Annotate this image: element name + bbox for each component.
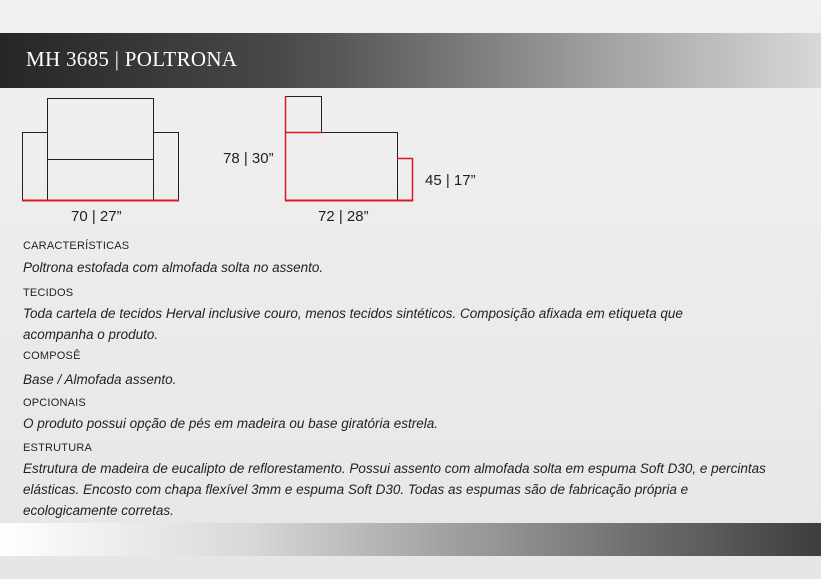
side-body bbox=[286, 133, 398, 201]
product-title: MH 3685 | POLTRONA bbox=[26, 47, 238, 71]
arm-height-label: 45 | 17” bbox=[425, 172, 476, 189]
front-right-arm bbox=[154, 133, 179, 201]
footer-bar bbox=[0, 523, 821, 556]
opcionais-text: O produto possui opção de pés em madeira ou base giratória estrela. bbox=[23, 416, 438, 431]
opcionais-heading: OPCIONAIS bbox=[23, 397, 86, 409]
front-left-arm bbox=[23, 133, 48, 201]
caracteristicas-heading: CARACTERÍSTICAS bbox=[23, 240, 130, 252]
tecidos-heading: TECIDOS bbox=[23, 287, 74, 299]
front-view-drawing bbox=[23, 99, 179, 201]
tecidos-text: Toda cartela de tecidos Herval inclusive couro, menos tecidos sintéticos. Composição afixada em etiqueta que acompanha o produto. bbox=[23, 306, 683, 342]
caracteristicas-text: Poltrona estofada com almofada solta no assento. bbox=[23, 260, 324, 275]
compose-text: Base / Almofada assento. bbox=[23, 372, 177, 387]
side-height-label: 78 | 30” bbox=[223, 150, 274, 167]
front-backrest bbox=[48, 99, 154, 160]
side-arm bbox=[398, 159, 413, 201]
side-view-drawing bbox=[286, 97, 413, 201]
side-depth-label: 72 | 28” bbox=[318, 208, 369, 225]
front-width-label: 70 | 27” bbox=[71, 208, 122, 225]
front-seat bbox=[48, 160, 154, 201]
estrutura-text: Estrutura de madeira de eucalipto de reflorestamento. Possui assento com almofada solta em espuma Soft D30, e percintas elásticas. Encosto com chapa flexível 3mm e espuma Soft D30. Todas as espumas são de fabricação própria e ecologicamente corretas. bbox=[23, 461, 766, 518]
estrutura-heading: ESTRUTURA bbox=[23, 442, 93, 454]
compose-heading: COMPOSÊ bbox=[23, 350, 81, 362]
side-backrest bbox=[286, 97, 322, 133]
